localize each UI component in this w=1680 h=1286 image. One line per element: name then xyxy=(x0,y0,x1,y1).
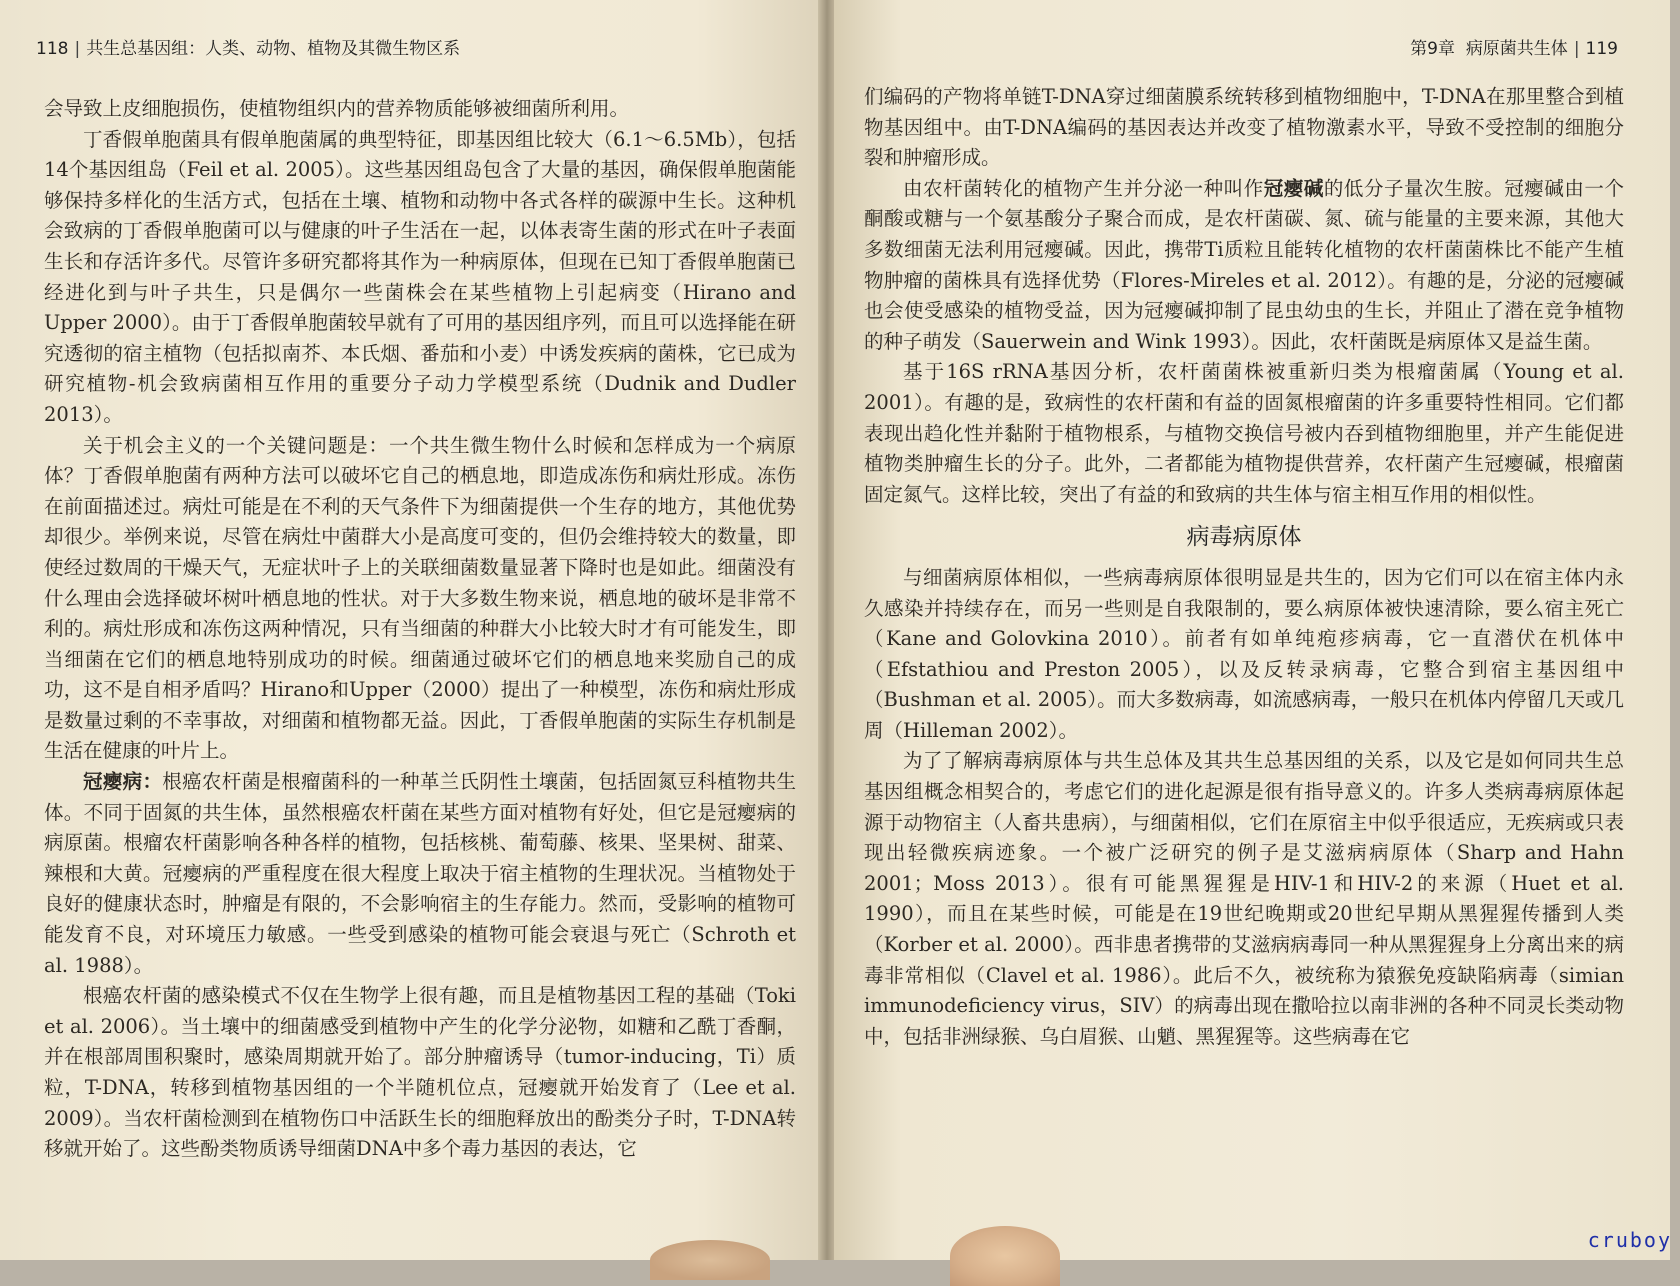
right-page-number: 119 xyxy=(1585,39,1618,59)
right-page xyxy=(834,0,1670,1260)
paragraph: 们编码的产物将单链T-DNA穿过细菌膜系统转移到植物细胞中，T-DNA在那里整合到植物基因组中。由T-DNA编码的基因表达并改变了植物激素水平，导致不受控制的细胞分裂和肿瘤形成。 xyxy=(864,85,1624,170)
right-page-header: 第9章 病原菌共生体 | 119 xyxy=(1410,39,1618,59)
finger-shadow xyxy=(650,1240,770,1280)
section-title: 病毒病原体 xyxy=(1186,524,1302,551)
crown-gall-text: 根癌农杆菌是根瘤菌科的一种革兰氏阴性土壤菌，包括固氮豆科植物共生体。不同于固氮的共生体，虽然根癌农杆菌在某些方面对植物有好处，但它是冠瘿病的病原菌。根瘤农杆菌影响各种各样的植物，包括核桃、葡萄藤、核果、坚果树、甜菜、辣根和大黄。冠瘿病的严重程度在很大程度上取决于宿主植物的生理状况。当植物处于良好的健康状态时，肿瘤是有限的，不会影响宿主的生存能力。然而，受影响的植物可能发育不良，对环境压力敏感。一些受到感染的植物可能会衰退与死亡（Schroth et al. 1988）。 xyxy=(44,770,796,977)
opine-term: 冠瘿碱 xyxy=(1263,176,1324,200)
paragraph: 基于16S rRNA基因分析，农杆菌菌株被重新归类为根瘤菌属（Young et al. 2001）。有趣的是，致病性的农杆菌和有益的固氮根瘤菌的许多重要特性相同。它们都表现出趋化性并黏附于植物根系，与植物交换信号被内吞到植物细胞里，并产生能促进植物类肿瘤生长的分子。此外，二者都能为植物提供营养，农杆菌产生冠瘿碱，根瘤菌固定氮气。这样比较，突出了有益的和致病的共生体与宿主相互作用的相似性。 xyxy=(864,360,1624,506)
right-page-body xyxy=(864,82,1624,1052)
paragraph: 为了了解病毒病原体与共生总体及其共生总基因组的关系，以及它是如何同共生总基因组概念相契合的，考虑它们的进化起源是很有指导意义的。许多人类病毒病原体起源于动物宿主（人畜共患病），与细菌相似，它们在原宿主中似乎很适应，无疾病或只表现出轻微疾病迹象。一个被广泛研究的例子是艾滋病病原体（Sharp and Hahn 2001；Moss 2013）。很有可能黑猩猩是HIV-1和HIV-2的来源（Huet et al. 1990），而且在某些时候，可能是在19世纪晚期或20世纪早期从黑猩猩传播到人类（Korber et al. 2000）。西非患者携带的艾滋病病毒同一种从黑猩猩身上分离出来的病毒非常相似（Clavel et al. 1986）。此后不久，被统称为猿猴免疫缺陷病毒（simian immunodeficiency virus，SIV）的病毒出现在撒哈拉以南非洲的各种不同灵长类动物中，包括非洲绿猴、乌白眉猴、山魈、黑猩猩等。这些病毒在它 xyxy=(864,749,1624,1048)
crown-gall-term: 冠瘿病： xyxy=(83,770,163,794)
paragraph: 根癌农杆菌的感染模式不仅在生物学上很有趣，而且是植物基因工程的基础（Toki et al. 2006）。当土壤中的细菌感受到植物中产生的化学分泌物，如糖和乙酰丁香酮，并在根部周围积聚时，感染周期就开始了。部分肿瘤诱导（tumor-inducing，Ti）质粒，T-DNA，转移到植物基因组的一个半随机位点，冠瘿就开始发育了（Lee et al. 2009）。当农杆菌检测到在植物伤口中活跃生长的细胞释放出的酚类分子时，T-DNA转移就开始了。这些酚类物质诱导细菌DNA中多个毒力基因的表达，它 xyxy=(44,984,796,1161)
chapter-title: 病原菌共生体 xyxy=(1465,39,1568,59)
crown-gall-paragraph xyxy=(44,767,796,981)
left-page xyxy=(0,0,820,1260)
finger xyxy=(950,1226,1060,1286)
paragraph: 与细菌病原体相似，一些病毒病原体很明显是共生的，因为它们可以在宿主体内永久感染并持续存在，而另一些则是自我限制的，要么病原体被快速清除，要么宿主死亡（Kane and Golovkina 2010）。前者有如单纯疱疹病毒，它一直潜伏在机体中（Efstathiou and Preston 2005），以及反转录病毒，它整合到宿主基因组中（Bushman et al. 2005）。而大多数病毒，如流感病毒，一般只在机体内停留几天或几周（Hilleman 2002）。 xyxy=(864,565,1624,742)
left-page-body xyxy=(44,94,796,1165)
opine-paragraph xyxy=(864,174,1624,358)
chapter-number: 第9章 xyxy=(1410,39,1455,59)
left-page-header: 118 | 共生总基因组：人类、动物、植物及其微生物区系 xyxy=(36,39,461,59)
watermark: cruboy xyxy=(1587,1228,1672,1252)
book-title: 共生总基因组：人类、动物、植物及其微生物区系 xyxy=(86,39,461,59)
paragraph: 关于机会主义的一个关键问题是：一个共生微生物什么时候和怎样成为一个病原体？丁香假单胞菌有两种方法可以破坏它自己的栖息地，即造成冻伤和病灶形成。冻伤在前面描述过。病灶可能是在不利的天气条件下为细菌提供一个生存的地方，其他优势却很少。举例来说，尽管在病灶中菌群大小是高度可变的，但仍会维持较大的数量，即使经过数周的干燥天气，无症状叶子上的关联细菌数量显著下降时也是如此。细菌没有什么理由会选择破坏树叶栖息地的性状。对于大多数生物来说，栖息地的破坏是非常不利的。病灶形成和冻伤这两种情况，只有当细菌的种群大小比较大时才有可能发生，即当细菌在它们的栖息地特别成功的时候。细菌通过破坏它们的栖息地来奖励自己的成功，这不是自相矛盾吗？Hirano和Upper（2000）提出了一种模型，冻伤和病灶形成是数量过剩的不幸事故，对细菌和植物都无益。因此，丁香假单胞菌的实际生存机制是生活在健康的叶片上。 xyxy=(44,433,796,763)
paragraph: 会导致上皮细胞损伤，使植物组织内的营养物质能够被细菌所利用。 xyxy=(44,97,630,120)
left-page-number: 118 xyxy=(36,39,69,59)
paragraph: 丁香假单胞菌具有假单胞菌属的典型特征，即基因组比较大（6.1～6.5Mb），包括14个基因组岛（Feil et al. 2005）。这些基因组岛包含了大量的基因，确保假单胞菌能够保持多样化的生活方式，包括在土壤、植物和动物中各式各样的碳源中生长。这种机会致病的丁香假单胞菌可以与健康的叶子生活在一起，以体表寄生菌的形式在叶子表面生长和存活许多代。尽管许多研究都将其作为一种病原体，但现在已知丁香假单胞菌已经进化到与叶子共生，只是偶尔一些菌株会在某些植物上引起病变（Hirano and Upper 2000）。由于丁香假单胞菌较早就有了可用的基因组序列，而且可以选择能在研究透彻的宿主植物（包括拟南芥、本氏烟、番茄和小麦）中诱发疾病的菌株，它已成为研究植物-机会致病菌相互作用的重要分子动力学模型系统（Dudnik and Dudler 2013）。 xyxy=(44,127,796,426)
opine-text-before: 由农杆菌转化的植物产生并分泌一种叫作 xyxy=(903,176,1264,200)
opine-text-after: 的低分子量次生胺。冠瘿碱由一个酮酸或糖与一个氨基酸分子聚合而成，是农杆菌碳、氮、硫与能量的主要来源，其他大多数细菌无法利用冠瘿碱。因此，携带Ti质粒且能转化植物的农杆菌菌株比不能产生植物肿瘤的菌株具有选择优势（Flores-Mireles et al. 2012）。有趣的是，分泌的冠瘿碱也会使受感染的植物受益，因为冠瘿碱抑制了昆虫幼虫的生长，并阻止了潜在竞争植物的种子萌发（Sauerwein and Wink 1993）。因此，农杆菌既是病原体又是益生菌。 xyxy=(864,176,1624,353)
